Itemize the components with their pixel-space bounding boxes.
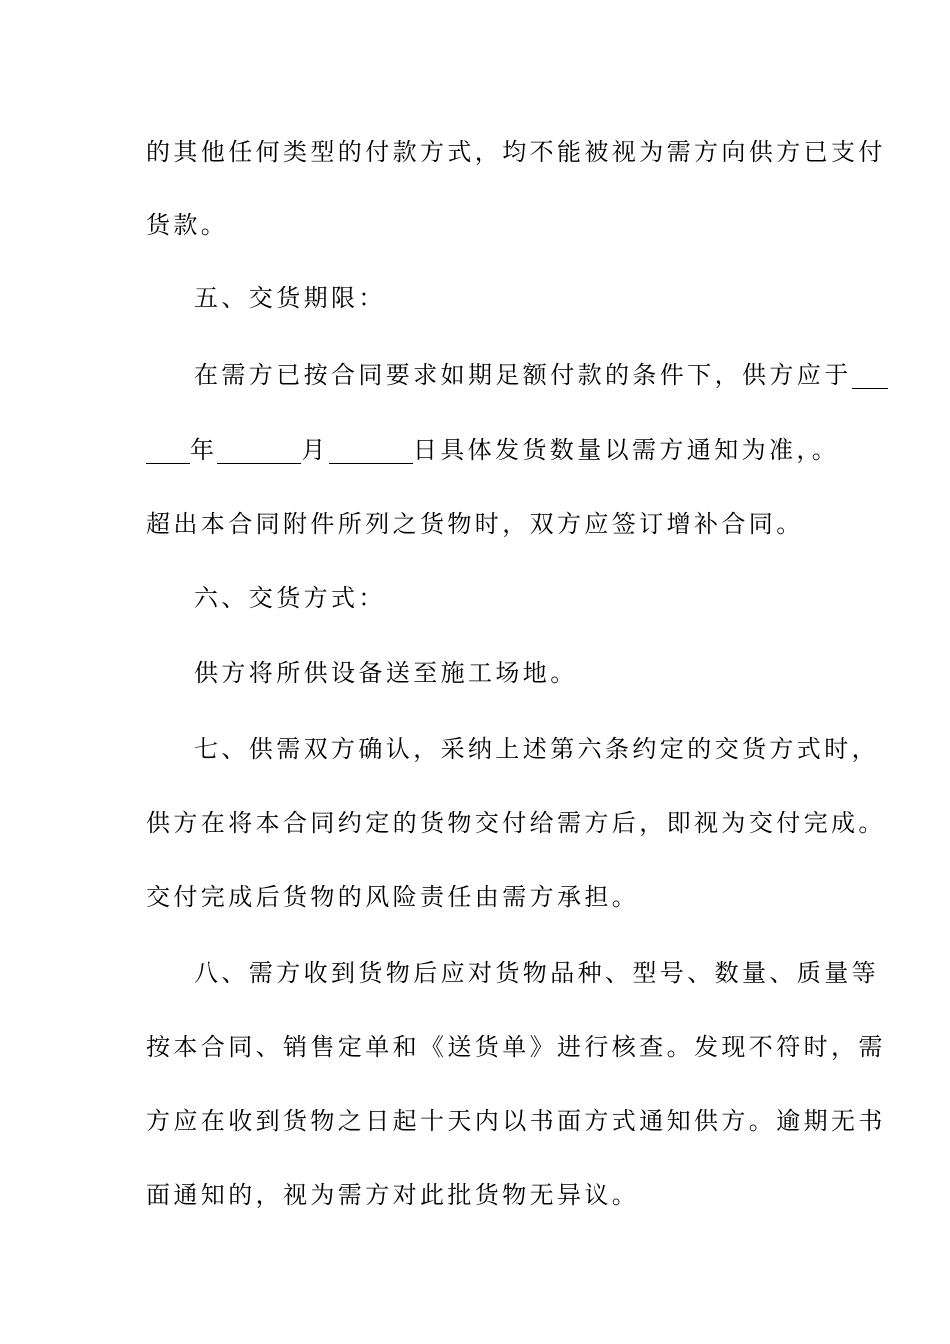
text-line: 交付完成后货物的风险责任由需方承担。 [146,883,640,911]
text-segment: 日具体发货数量以需方通知为准，。 [412,436,840,464]
text-line [146,430,840,470]
text-segment: 在需方已按合同要求如期足额付款的条件下，供方应于 [194,361,852,389]
fill-in-blank [852,366,888,389]
text-line: 供方在将本合同约定的货物交付给需方后，即视为交付完成。 [146,809,886,837]
text-line: 按本合同、销售定单和《送货单》进行核查。发现不符时，需 [146,1033,886,1061]
text-line: 超出本合同附件所列之货物时，双方应签订增补合同。 [146,510,804,538]
text-line: 七、供需双方确认，采纳上述第六条约定的交货方式时， [194,735,879,763]
text-line: 八、需方收到货物后应对货物品种、型号、数量、质量等 [194,959,879,987]
text-line: 的其他任何类型的付款方式，均不能被视为需方向供方已支付 [146,138,886,166]
text-line [194,355,852,395]
text-line: 方应在收到货物之日起十天内以书面方式通知供方。逾期无书 [146,1107,886,1135]
text-line: 面通知的，视为需方对此批货物无异议。 [146,1181,640,1209]
section-heading: 五、交货期限： [194,284,386,312]
fill-in-blank [217,441,301,464]
fill-in-blank [329,441,413,464]
fill-in-blank [146,441,190,464]
section-heading: 六、交货方式： [194,584,386,612]
text-segment: 月 [301,436,329,464]
text-line: 供方将所供设备送至施工场地。 [194,659,578,687]
text-line: 货款。 [146,211,229,239]
text-segment: 年 [190,436,218,464]
